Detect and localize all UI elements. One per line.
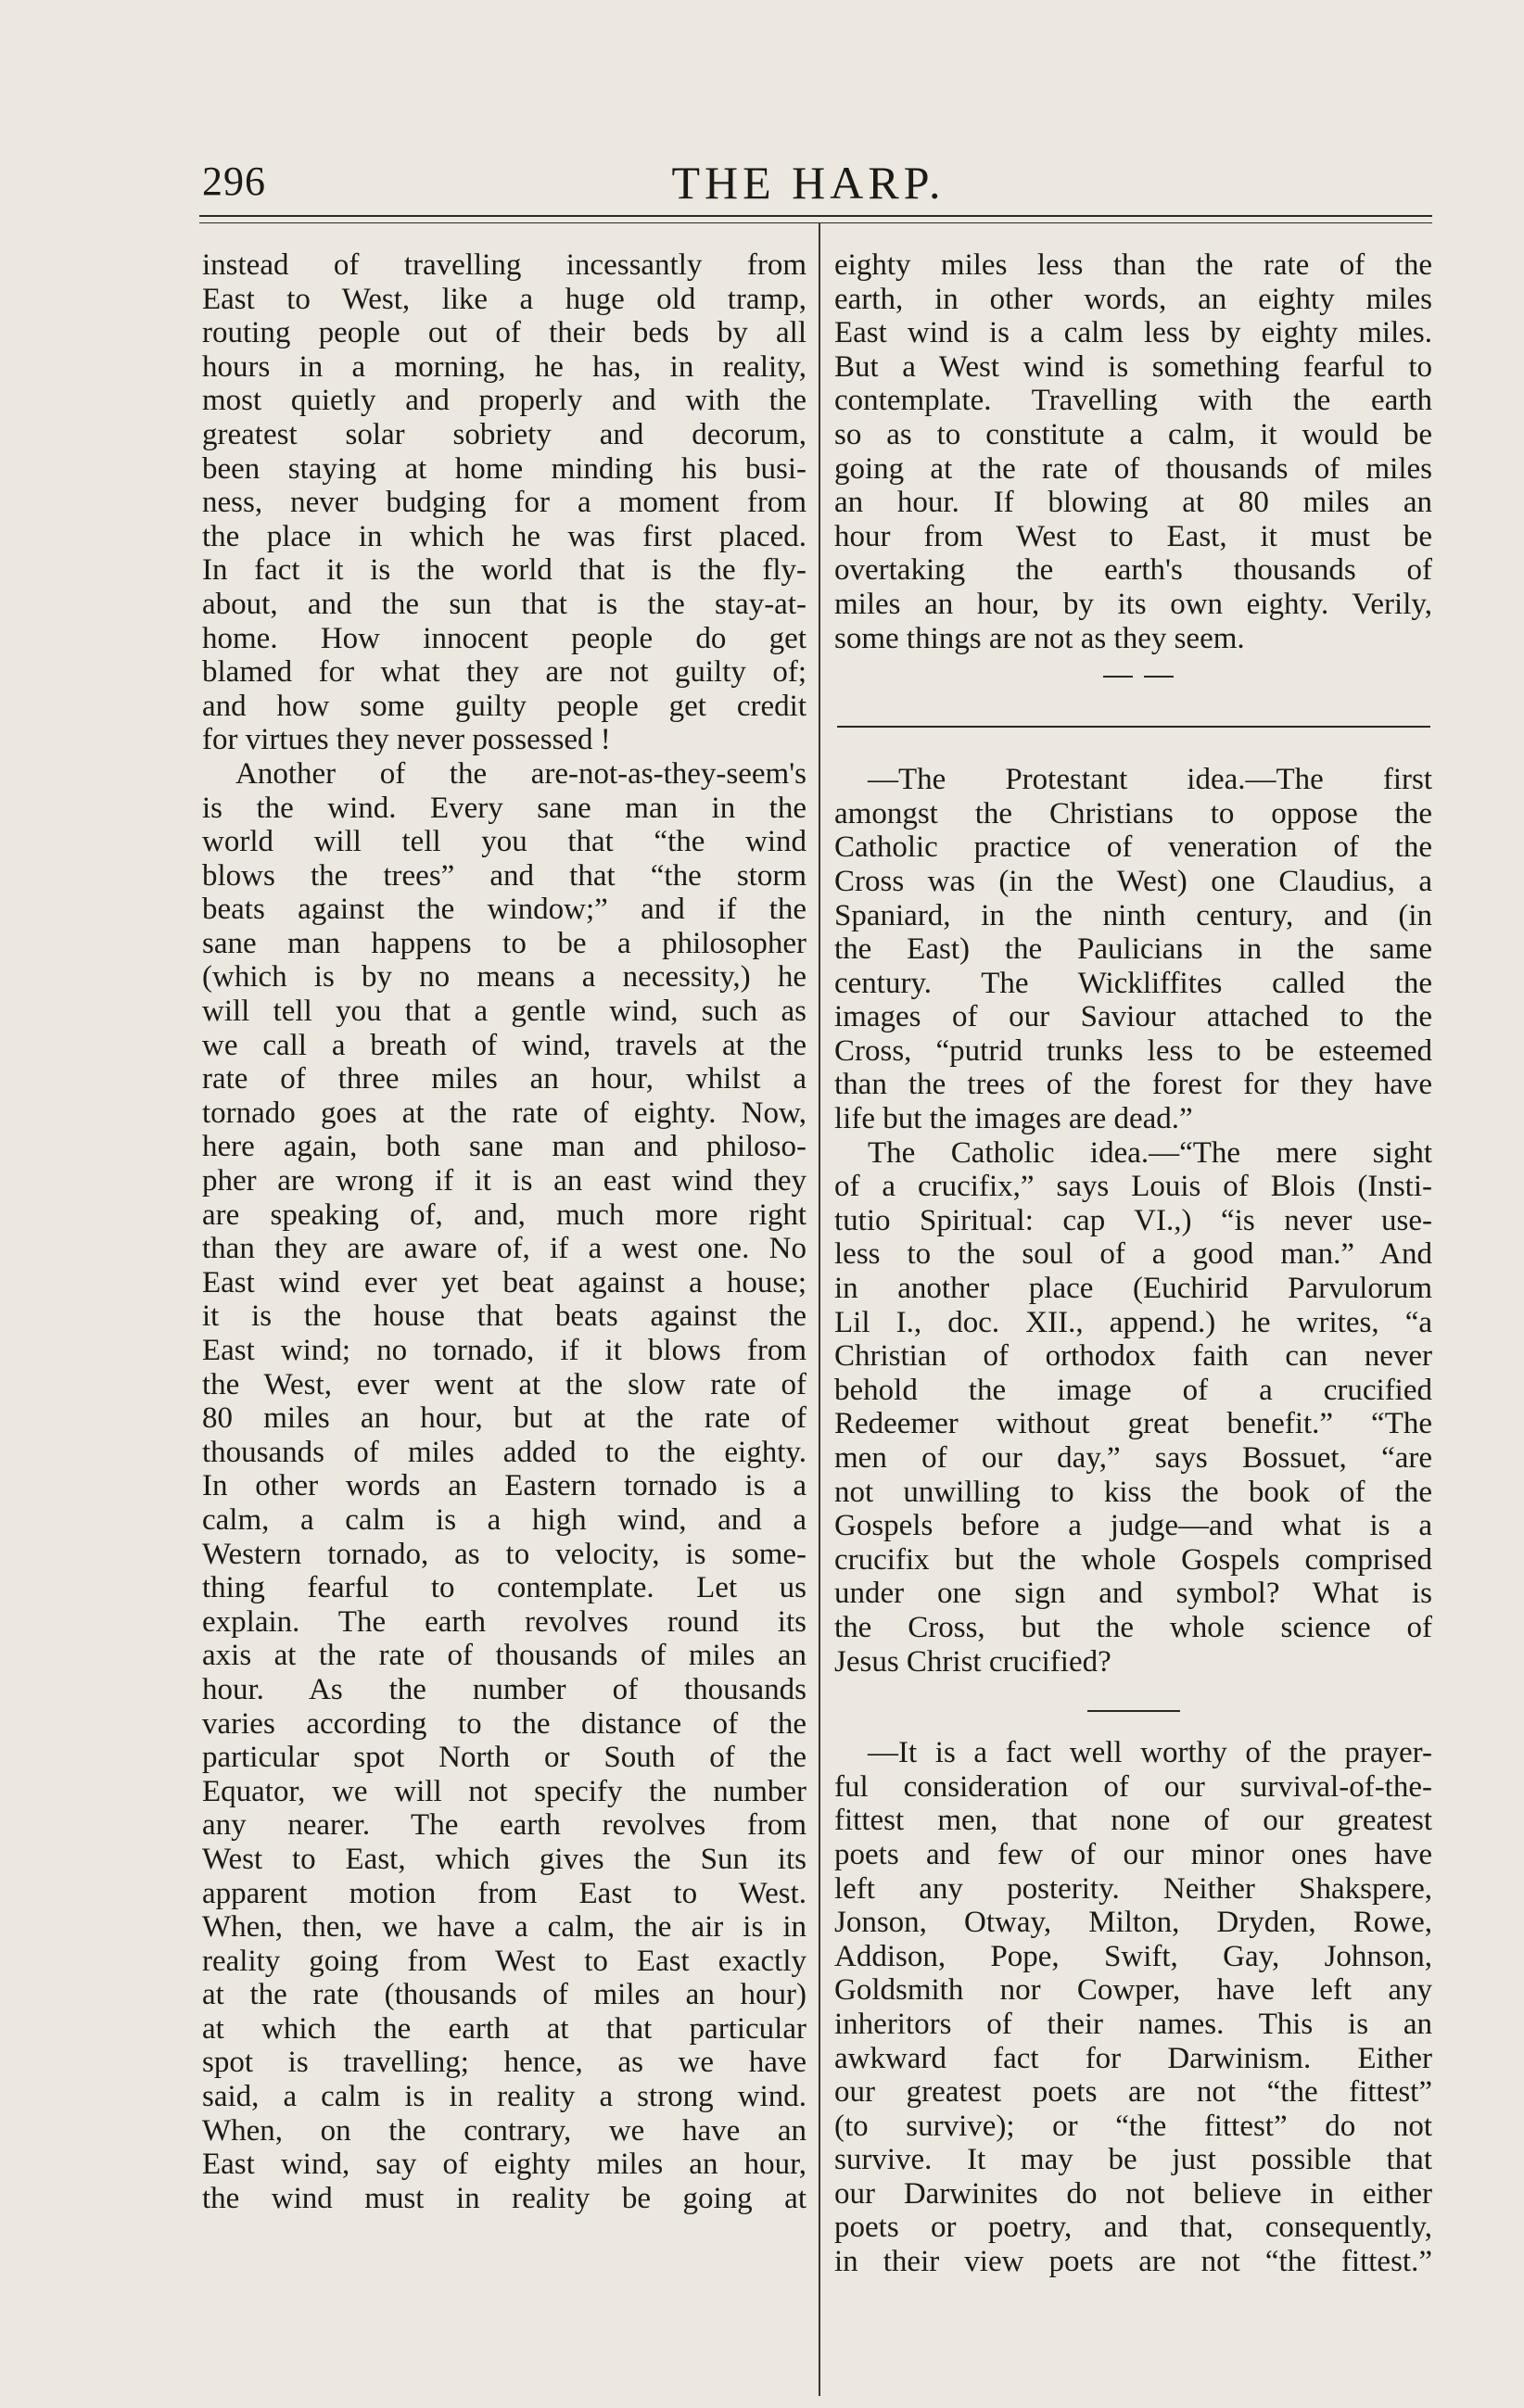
text-line: 80 miles an hour, but at the rate of [202,1401,806,1436]
text-line: going at the rate of thousands of miles [834,451,1432,486]
right-column [834,248,1432,2279]
text-line: the East) the Paulicians in the same [834,932,1432,967]
text-line: left any posterity. Neither Shakspere, [834,1871,1432,1906]
text-line: thousands of miles added to the eighty. [202,1435,806,1469]
text-line: poets and few of our minor ones have [834,1837,1432,1871]
text-line: Catholic practice of veneration of the [834,830,1432,865]
text-line: men of our day,” says Bossuet, “are [834,1441,1432,1475]
text-line: will tell you that a gentle wind, such as [202,995,806,1029]
text-line: Redeemer without great benefit.” “The [834,1407,1432,1441]
text-line: amongst the Christians to oppose the [834,796,1432,830]
text-line: earth, in other words, an eighty miles [834,282,1432,316]
text-line: East to West, like a huge old tramp, [202,282,806,316]
text-line: axis at the rate of thousands of miles an [202,1639,806,1673]
column-divider [819,222,820,2396]
text-line: our Darwinites do not believe in either [834,2176,1432,2211]
text-line: instead of travelling incessantly from [202,248,806,282]
text-line: East wind is a calm less by eighty miles. [834,316,1432,350]
text-line: inheritors of their names. This is an [834,2007,1432,2041]
text-line: Equator, we will not specify the number [202,1774,806,1808]
text-line: awkward fact for Darwinism. Either [834,2041,1432,2075]
text-line: home. How innocent people do get [202,621,806,655]
text-line: of a crucifix,” says Louis of Blois (Insti- [834,1170,1432,1204]
text-line: But a West wind is something fearful to [834,349,1432,384]
text-line: survive. It may be just possible that [834,2143,1432,2177]
text-line: Spaniard, in the ninth century, and (in [834,898,1432,932]
text-line: so as to constitute a calm, it would be [834,417,1432,451]
text-line: Addison, Pope, Swift, Gay, Johnson, [834,1939,1432,1973]
text-line: than they are aware of, if a west one. No [202,1232,806,1266]
text-line: thing fearful to contemplate. Let us [202,1571,806,1605]
section-separator-rule [834,698,1432,754]
text-line: Another of the are-not-as-they-seem's [235,756,806,791]
text-line: under one sign and symbol? What is [834,1577,1432,1611]
text-line: less to the soul of a good man.” And [834,1237,1432,1272]
header-rule-thin [199,222,1432,223]
text-line: the West, ever went at the slow rate of [202,1367,806,1401]
text-line: miles an hour, by its own eighty. Verily, [834,587,1432,621]
text-line: Jesus Christ crucified? [834,1644,1111,1679]
text-line: Jonson, Otway, Milton, Dryden, Rowe, [834,1906,1432,1940]
text-line: any nearer. The earth revolves from [202,1808,806,1843]
text-line: The Catholic idea.—“The mere sight [868,1135,1432,1170]
text-line: West to East, which gives the Sun its [202,1842,806,1876]
text-line: about, and the sun that is the stay-at- [202,587,806,621]
text-line: (which is by no means a necessity,) he [202,960,806,995]
text-line: When, then, we have a calm, the air is in [202,1910,806,1945]
text-line: East wind, say of eighty miles an hour, [202,2148,806,2182]
text-line: In fact it is the world that is the fly- [202,553,806,588]
text-line: fittest men, that none of our greatest [834,1804,1432,1838]
text-line: for virtues they never possessed ! [202,723,611,757]
text-line: ness, never budging for a moment from [202,486,806,520]
running-title: THE HARP. [671,157,946,209]
text-line: behold the image of a crucified [834,1373,1432,1407]
text-line: overtaking the earth's thousands of [834,553,1432,588]
text-line: some things are not as they seem. [834,621,1245,655]
text-line: at which the earth at that particular [202,2011,806,2046]
text-line: hour from West to East, it must be [834,519,1432,553]
text-line: and how some guilty people get credit [202,689,806,723]
text-line: When, on the contrary, we have an [202,2113,806,2148]
text-line: the place in which he was first placed. [202,519,806,553]
text-line: particular spot North or South of the [202,1741,806,1775]
text-line: the Cross, but the whole science of [834,1610,1432,1644]
text-line: contemplate. Travelling with the earth [834,384,1432,418]
left-column [202,248,806,2215]
text-line: poets or poetry, and that, consequently, [834,2211,1432,2245]
text-line: crucifix but the whole Gospels comprised [834,1542,1432,1577]
text-line: Gospels before a judge—and what is a [834,1509,1432,1543]
text-line: the wind must in reality be going at [202,2181,806,2215]
text-line: beats against the window;” and if the [202,893,806,927]
text-line: tornado goes at the rate of eighty. Now, [202,1096,806,1130]
text-line: said, a calm is in reality a strong wind. [202,2080,806,2114]
text-line: (to survive); or “the fittest” do not [834,2109,1432,2143]
text-line: eighty miles less than the rate of the [834,248,1432,282]
text-line: an hour. If blowing at 80 miles an [834,486,1432,520]
text-line: varies according to the distance of the [202,1706,806,1741]
text-line: blamed for what they are not guilty of; [202,655,806,690]
text-line: East wind; no tornado, if it blows from [202,1334,806,1367]
text-line: at the rate (thousands of miles an hour) [202,1978,806,2012]
text-line: most quietly and properly and with the [202,384,806,418]
text-line: In other words an Eastern tornado is a [202,1469,806,1503]
header-rule [199,215,1432,217]
text-line: is the wind. Every sane man in the [202,791,806,825]
text-line: our greatest poets are not “the fittest” [834,2075,1432,2110]
text-line: routing people out of their beds by all [202,316,806,350]
text-line: are speaking of, and, much more right [202,1198,806,1232]
text-line: East wind ever yet beat against a house; [202,1265,806,1299]
section-separator-dash [834,661,1432,691]
text-line: hours in a morning, he has, in reality, [202,349,806,384]
text-line: been staying at home minding his busi- [202,451,806,486]
text-line: Lil I., doc. XII., append.) he writes, “a [834,1305,1432,1339]
text-line: world will tell you that “the wind [202,825,806,859]
text-line: rate of three miles an hour, whilst a [202,1062,806,1096]
page-number: 296 [202,158,266,204]
section-separator-short-rule [834,1682,1432,1736]
text-line: not unwilling to kiss the book of the [834,1475,1432,1509]
text-line: Christian of orthodox faith can never [834,1339,1432,1374]
text-line: hour. As the number of thousands [202,1672,806,1706]
text-line: calm, a calm is a high wind, and a [202,1502,806,1537]
text-line: we call a breath of wind, travels at the [202,1028,806,1062]
text-line: blows the trees” and that “the storm [202,858,806,893]
text-line: tutio Spiritual: cap VI.,) “is never use- [834,1203,1432,1237]
text-line: Cross was (in the West) one Claudius, a [834,864,1432,898]
text-line: here again, both sane man and philoso- [202,1130,806,1164]
text-line: it is the house that beats against the [202,1299,806,1334]
text-line: images of our Saviour attached to the [834,1000,1432,1034]
text-line: reality going from West to East exactly [202,1944,806,1978]
text-line: life but the images are dead.” [834,1102,1193,1136]
text-line: greatest solar sobriety and decorum, [202,417,806,451]
text-line: Goldsmith nor Cowper, have left any [834,1973,1432,2008]
text-line: Cross, “putrid trunks less to be esteemed [834,1033,1432,1068]
text-line: —The Protestant idea.—The first [868,763,1432,797]
text-line: ful consideration of our survival-of-the- [834,1769,1432,1804]
text-line: in their view poets are not “the fittest.” [834,2245,1432,2279]
text-line: explain. The earth revolves round its [202,1604,806,1639]
text-line: —It is a fact well worthy of the prayer- [868,1736,1432,1770]
text-line: century. The Wickliffites called the [834,966,1432,1000]
text-line: Western tornado, as to velocity, is some- [202,1537,806,1571]
text-line: apparent motion from East to West. [202,1876,806,1910]
text-line: than the trees of the forest for they have [834,1068,1432,1102]
text-line: pher are wrong if it is an east wind they [202,1164,806,1198]
text-line: in another place (Euchirid Parvulorum [834,1272,1432,1306]
text-line: spot is travelling; hence, as we have [202,2046,806,2080]
text-line: sane man happens to be a philosopher [202,926,806,960]
